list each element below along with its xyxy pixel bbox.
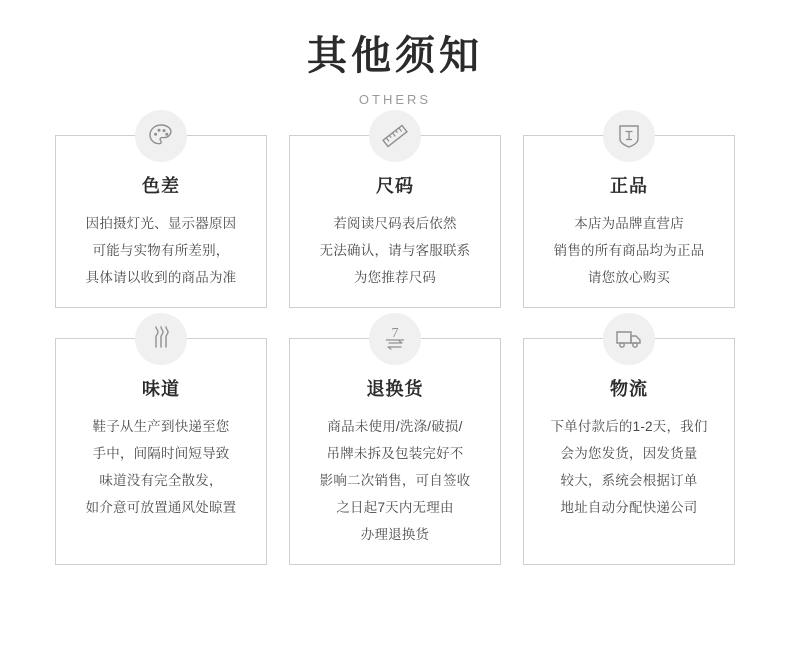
badge-circle <box>369 110 421 162</box>
page-title: 其他须知 <box>307 34 483 78</box>
badge-circle <box>603 110 655 162</box>
card-line: 具体请以收到的商品为准 <box>85 270 237 285</box>
card-line: 下单付款后的1-2天，我们 <box>550 419 708 434</box>
card-line: 本店为品牌直营店 <box>574 216 684 231</box>
card-line: 商品未使用/洗涤/破损/ <box>327 419 463 434</box>
card-title: 物流 <box>610 379 648 399</box>
card-title: 味道 <box>142 379 180 399</box>
page-header <box>0 0 790 108</box>
page-subtitle: OTHERS <box>358 92 432 107</box>
badge-circle <box>603 313 655 365</box>
ruler-icon <box>380 122 410 150</box>
card-line: 请您放心购买 <box>587 270 671 285</box>
card-line: 因拍摄灯光、显示器原因 <box>85 216 237 231</box>
badge-circle <box>135 110 187 162</box>
card-line: 之日起7天内无理由 <box>336 500 454 515</box>
card-line: 若阅读尺码表后依然 <box>333 216 457 231</box>
card-line: 鞋子从生产到快递至您 <box>92 419 230 434</box>
card-title: 色差 <box>142 176 180 196</box>
card-line: 地址自动分配快递公司 <box>560 500 698 515</box>
card-line: 吊牌未拆及包装完好不 <box>326 446 464 461</box>
card-line: 销售的所有商品均为正品 <box>553 243 705 258</box>
card-line: 无法确认，请与客服联系 <box>319 243 471 258</box>
card-line: 办理退换货 <box>360 527 430 542</box>
notice-card-return-exchange <box>289 326 501 565</box>
odor-steam-icon <box>148 325 174 353</box>
return-exchange-icon <box>380 324 410 354</box>
card-line: 会为您发货，因发货量 <box>560 446 698 461</box>
card-title: 退换货 <box>366 379 424 399</box>
notice-card-size <box>289 135 501 308</box>
badge-circle <box>369 313 421 365</box>
notice-card-logistics <box>523 338 735 565</box>
notice-card-authentic <box>523 135 735 308</box>
notice-card-odor <box>55 338 267 565</box>
card-line: 影响二次销售，可自签收 <box>319 473 471 488</box>
card-line: 手中，间隔时间短导致 <box>92 446 230 461</box>
card-line: 为您推荐尺码 <box>353 270 437 285</box>
card-line: 如介意可放置通风处晾置 <box>85 500 237 515</box>
notice-card-grid <box>55 135 735 595</box>
svg-text:7: 7 <box>391 326 399 341</box>
card-line: 味道没有完全散发， <box>99 473 223 488</box>
card-line: 可能与实物有所差别， <box>92 243 230 258</box>
authentic-shield-icon <box>616 122 642 150</box>
delivery-truck-icon <box>614 327 644 351</box>
badge-circle <box>135 313 187 365</box>
color-palette-icon <box>147 123 175 149</box>
card-line: 较大，系统会根据订单 <box>560 473 698 488</box>
card-title: 正品 <box>610 176 648 196</box>
notice-card-color-difference <box>55 135 267 308</box>
card-title: 尺码 <box>376 176 414 196</box>
